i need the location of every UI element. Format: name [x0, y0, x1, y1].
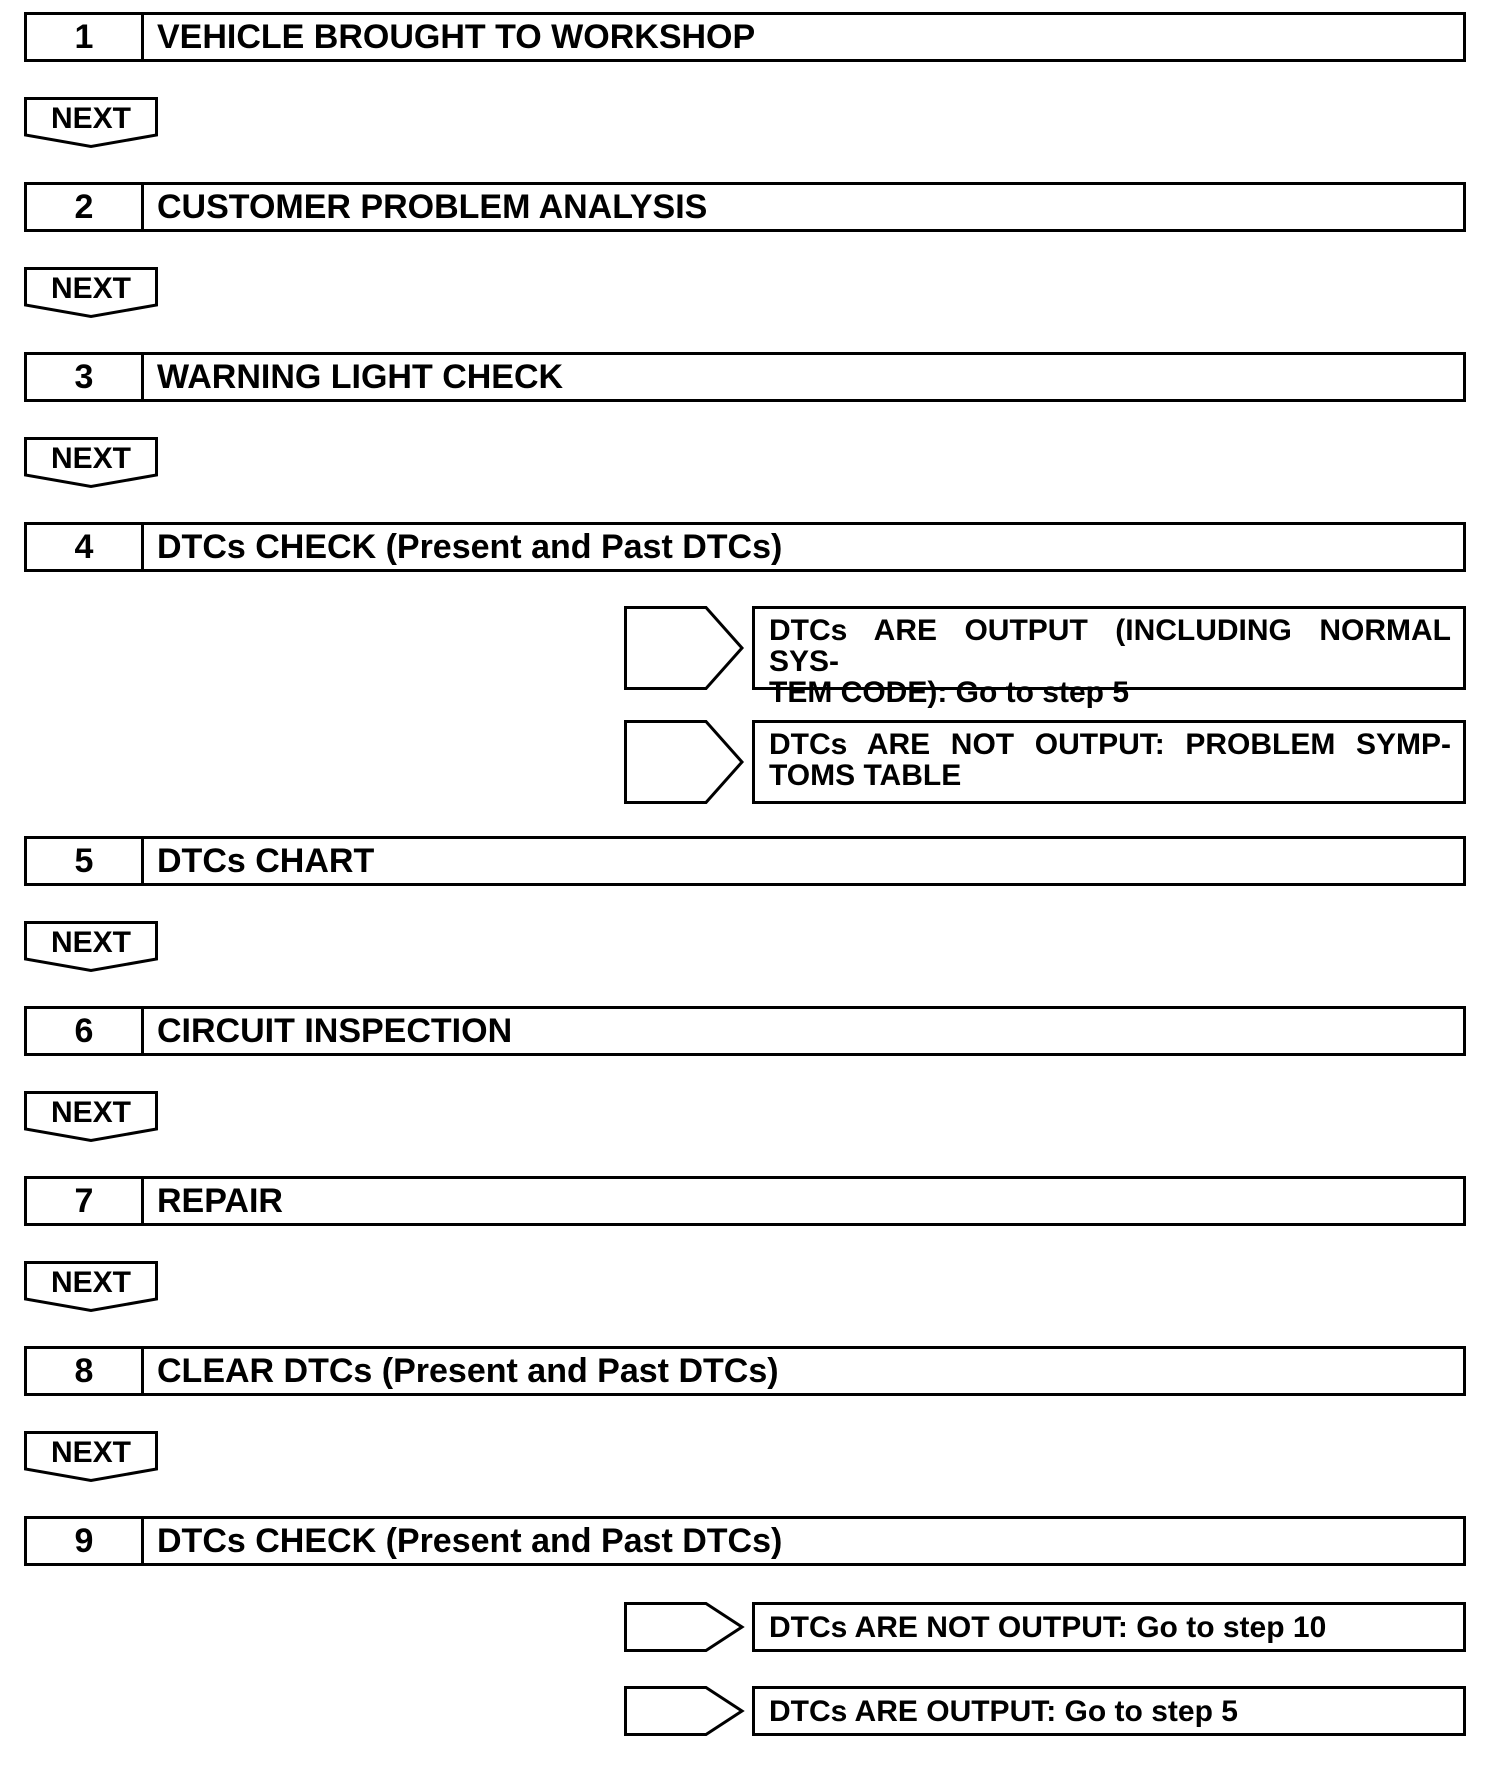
branch-arrow-icon: [624, 1602, 744, 1652]
step-box-9: [24, 1516, 1466, 1566]
next-label: NEXT: [50, 1096, 131, 1129]
step-number: 1: [27, 15, 144, 59]
next-arrow-7: [24, 1261, 158, 1313]
step-title: WARNING LIGHT CHECK: [157, 357, 564, 396]
next-label: NEXT: [50, 1436, 131, 1469]
step-title: CLEAR DTCs (Present and Past DTCs): [157, 1351, 779, 1390]
step-box-8: [24, 1346, 1466, 1396]
branch-result: [752, 720, 1466, 804]
branch-step9-output: [624, 1686, 1466, 1736]
branch-result-line: DTCs ARE OUTPUT (INCLUDING NORMAL SYS-: [769, 614, 1451, 678]
next-arrow-3: [24, 437, 158, 489]
step-box-3: [24, 352, 1466, 402]
next-arrow-6: [24, 1091, 158, 1143]
branch-step4-not-output: [624, 720, 1466, 804]
next-arrow-8: [24, 1431, 158, 1483]
branch-arrow-icon: [624, 606, 744, 690]
next-arrow-1: [24, 97, 158, 149]
step-box-2: [24, 182, 1466, 232]
next-label: NEXT: [50, 442, 131, 475]
next-label: NEXT: [50, 272, 131, 305]
step-title: DTCs CHECK (Present and Past DTCs): [157, 527, 783, 566]
step-title: CIRCUIT INSPECTION: [157, 1011, 513, 1050]
step-number: 8: [27, 1349, 144, 1393]
next-label: NEXT: [50, 1266, 131, 1299]
branch-arrow-icon: [624, 1686, 744, 1736]
branch-result-line: TOMS TABLE: [769, 759, 962, 792]
step-number: 5: [27, 839, 144, 883]
step-title: VEHICLE BROUGHT TO WORKSHOP: [157, 17, 756, 56]
next-arrow-2: [24, 267, 158, 319]
next-label: NEXT: [50, 926, 131, 959]
step-title: DTCs CHECK (Present and Past DTCs): [157, 1521, 783, 1560]
step-title: DTCs CHART: [157, 841, 375, 880]
step-number: 4: [27, 525, 144, 569]
step-number: 3: [27, 355, 144, 399]
branch-result-line: TEM CODE): Go to step 5: [769, 676, 1129, 709]
step-number: 9: [27, 1519, 144, 1563]
step-box-5: [24, 836, 1466, 886]
step-box-6: [24, 1006, 1466, 1056]
step-box-7: [24, 1176, 1466, 1226]
branch-step4-output: [624, 606, 1466, 709]
step-box-1: [24, 12, 1466, 62]
step-number: 2: [27, 185, 144, 229]
branch-result: [752, 606, 1466, 709]
branch-result-line: DTCs ARE NOT OUTPUT: PROBLEM SYMP-: [769, 728, 1451, 761]
step-number: 6: [27, 1009, 144, 1053]
branch-arrow-icon: [624, 720, 744, 804]
step-box-4: [24, 522, 1466, 572]
branch-step9-not-output: [624, 1602, 1466, 1652]
branch-result: DTCs ARE OUTPUT: Go to step 5: [752, 1686, 1466, 1736]
branch-result: DTCs ARE NOT OUTPUT: Go to step 10: [752, 1602, 1466, 1652]
step-title: CUSTOMER PROBLEM ANALYSIS: [157, 187, 708, 226]
step-number: 7: [27, 1179, 144, 1223]
next-arrow-5: [24, 921, 158, 973]
step-title: REPAIR: [157, 1181, 283, 1220]
next-label: NEXT: [50, 102, 131, 135]
